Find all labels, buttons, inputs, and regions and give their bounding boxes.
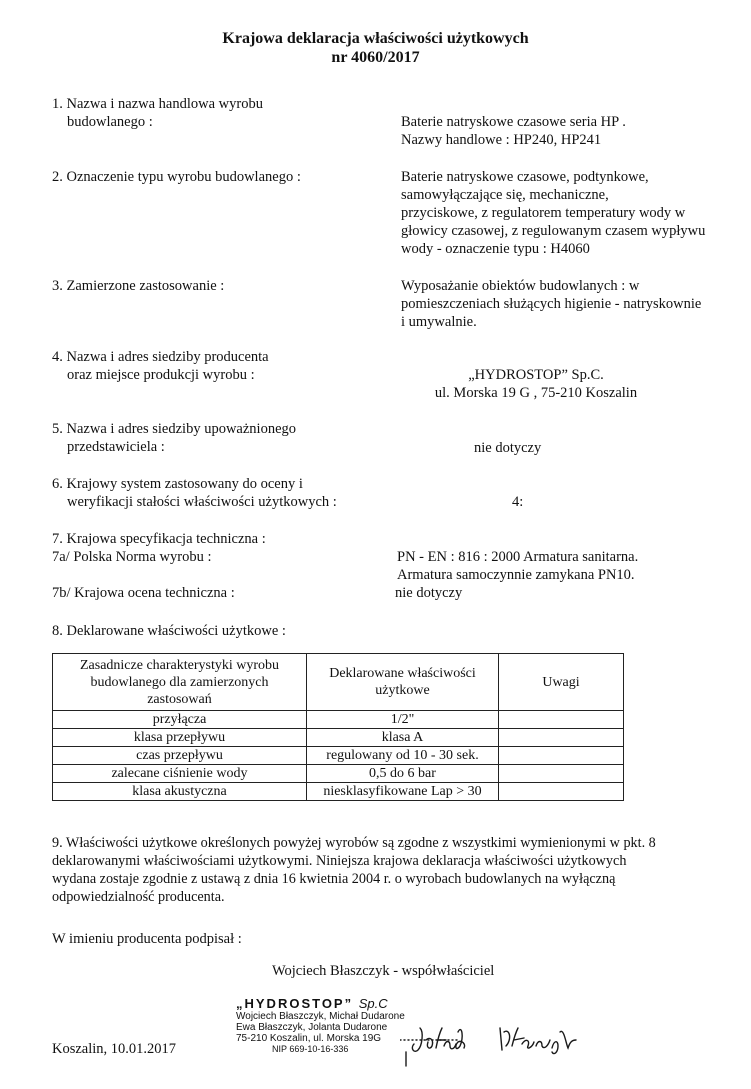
table-row	[53, 747, 624, 765]
table-row	[53, 783, 624, 801]
table-cell	[499, 747, 624, 765]
place-date: Koszalin, 10.01.2017	[52, 1041, 177, 1057]
table-cell: 0,5 do 6 bar	[307, 765, 499, 783]
table-header-characteristics: Zasadnicze charakterystyki wyrobu budowlanego dla zamierzonych zastosowań	[53, 654, 307, 711]
item-6-label: 6. Krajowy system zastosowany do oceny i weryfikacji stałości właściwości użytkowych :	[52, 476, 337, 510]
table-cell: klasa A	[307, 729, 499, 747]
table-cell	[499, 711, 624, 729]
signed-by-label: W imieniu producenta podpisał :	[52, 931, 242, 947]
table-row	[53, 729, 624, 747]
item-1-label: 1. Nazwa i nazwa handlowa wyrobu budowlanego :	[52, 96, 263, 130]
item-8-label: 8. Deklarowane właściwości użytkowe :	[52, 623, 286, 639]
item-4-label: 4. Nazwa i adres siedziby producenta oraz miejsce produkcji wyrobu :	[52, 349, 269, 383]
item-5-label: 5. Nazwa i adres siedziby upoważnionego przedstawiciela :	[52, 421, 297, 455]
table-cell: czas przepływu	[53, 747, 307, 765]
handwritten-signature	[400, 1018, 610, 1078]
item-7b-value: nie dotyczy	[395, 585, 463, 601]
signatory-name: Wojciech Błaszczyk - współwłaściciel	[272, 963, 495, 979]
table-header-remarks: Uwagi	[499, 654, 624, 711]
item-7a-label: 7a/ Polska Norma wyrobu :	[52, 549, 212, 565]
table-cell: niesklasyfikowane Lap > 30	[307, 783, 499, 801]
item-4-value: „HYDROSTOP” Sp.C. ul. Morska 19 G , 75-210 Koszalin	[434, 367, 638, 401]
table-cell: regulowany od 10 - 30 sek.	[307, 747, 499, 765]
table-cell	[499, 783, 624, 801]
table-cell: 1/2"	[307, 711, 499, 729]
item-3-value: Wyposażanie obiektów budowlanych : w pomieszczeniach służących higienie - natryskownie i umywalnie.	[401, 278, 702, 330]
item-7a-value: PN - EN : 816 : 2000 Armatura sanitarna. Armatura samoczynnie zamykana PN10.	[397, 549, 639, 583]
item-2-value: Baterie natryskowe czasowe, podtynkowe, samowyłączające się, mechaniczne, przyciskowe, z regulatorem temperatury wody w głowicy czasowej, z regulowanym czasem wypływu wody - oznaczenie typu : H4060	[401, 169, 706, 257]
table-cell: przyłącza	[53, 711, 307, 729]
table-cell: klasa akustyczna	[53, 783, 307, 801]
item-7b-label: 7b/ Krajowa ocena techniczna :	[52, 585, 235, 601]
table-cell: klasa przepływu	[53, 729, 307, 747]
table-cell: zalecane ciśnienie wody	[53, 765, 307, 783]
table-row	[53, 711, 624, 729]
item-7-label: 7. Krajowa specyfikacja techniczna :	[52, 531, 266, 547]
table-cell	[499, 765, 624, 783]
document-title: Krajowa deklaracja właściwości użytkowych	[222, 30, 529, 47]
table-row	[53, 765, 624, 783]
item-2-label: 2. Oznaczenie typu wyrobu budowlanego :	[52, 169, 301, 185]
table-header-declared: Deklarowane właściwości użytkowe	[307, 654, 499, 711]
item-1-value: Baterie natryskowe czasowe seria HP . Nazwy handlowe : HP240, HP241	[401, 114, 626, 148]
table-header-row	[53, 654, 624, 711]
item-3-label: 3. Zamierzone zastosowanie :	[52, 278, 225, 294]
item-9-paragraph: 9. Właściwości użytkowe określonych powyżej wyrobów są zgodne z wszystkimi wymienionymi w pkt. 8 deklarowanymi właściwościami użytkowymi. Niniejsza krajowa deklaracja właściwości użytkowych wydana zostaje zgodnie z ustawą z dnia 16 kwietnia 2004 r. o wyrobach budowlanych na wyłączną odpowiedzialność producenta.	[52, 835, 656, 905]
item-6-value: 4:	[512, 494, 524, 510]
item-5-value: nie dotyczy	[474, 440, 542, 456]
properties-table	[52, 653, 624, 801]
table-cell	[499, 729, 624, 747]
document-number: nr 4060/2017	[331, 49, 420, 66]
company-stamp: „HYDROSTOP” Sp.C Wojciech Błaszczyk, Michał Dudarone Ewa Błaszczyk, Jolanta Dudarone 75-210 Koszalin, ul. Morska 19G NIP 669-10-16-336	[236, 996, 405, 1054]
